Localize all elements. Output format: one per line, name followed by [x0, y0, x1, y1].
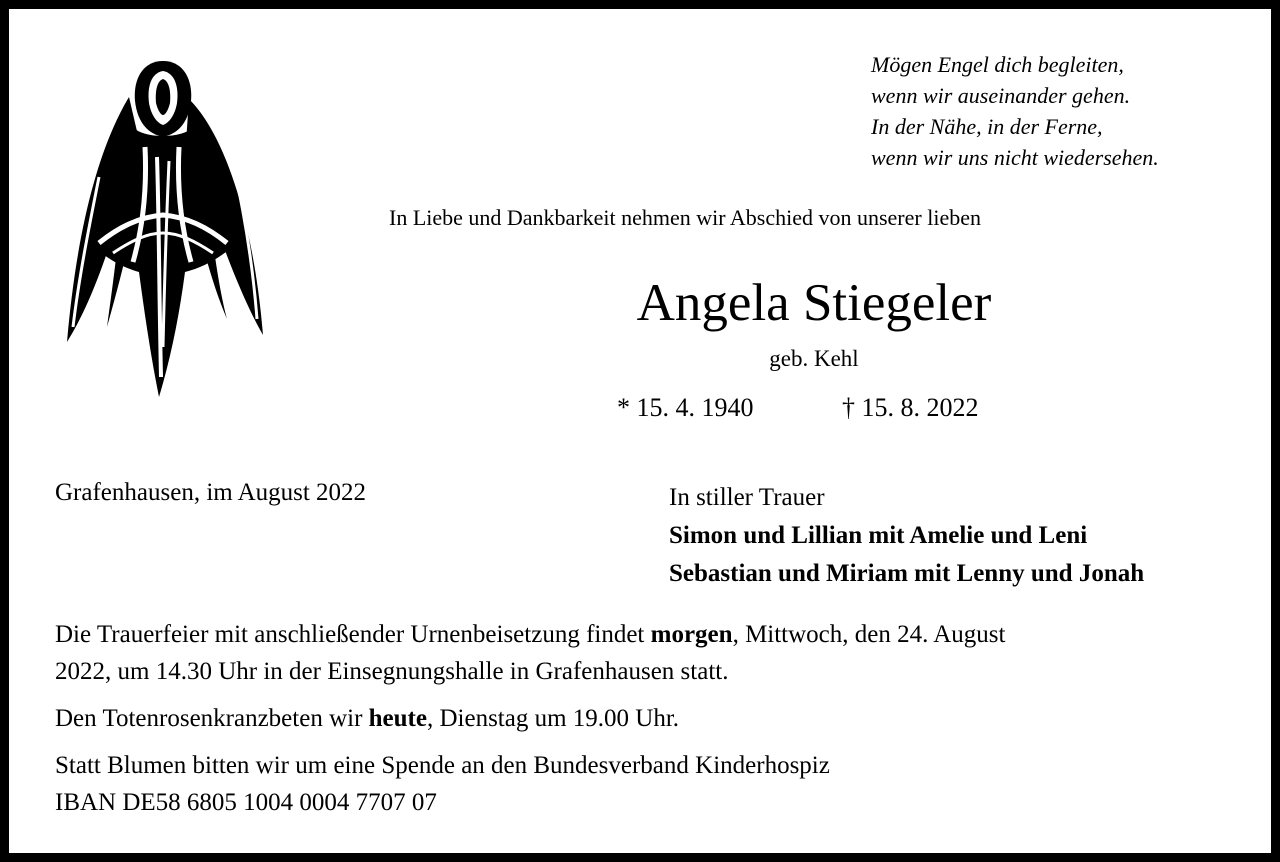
- rosary-text: Den Totenrosenkranzbeten wir: [55, 705, 369, 732]
- mourners: [669, 479, 1144, 593]
- deceased-name: Angela Stiegeler: [636, 274, 992, 332]
- poem-line: Mögen Engel dich begleiten,: [871, 52, 1124, 77]
- place-date: Grafenhausen, im August 2022: [55, 479, 367, 506]
- poem-line: In der Nähe, in der Ferne,: [871, 114, 1103, 139]
- rosary-info: [55, 700, 1255, 737]
- mourners-heading: In stiller Trauer: [669, 484, 825, 511]
- intro-text: In Liebe und Dankbarkeit nehmen wir Abschied von unserer lieben: [389, 205, 981, 230]
- donation-info: Statt Blumen bitten wir um eine Spende an den Bundesverband Kinderhospiz: [55, 752, 830, 779]
- rosary-text: , Dienstag um 19.00 Uhr.: [426, 705, 680, 732]
- announcement-body: [55, 616, 1255, 821]
- funeral-info: [55, 616, 1255, 653]
- rosary-day-emphasis: heute: [368, 705, 427, 732]
- death-date: † 15. 8. 2022: [842, 393, 979, 422]
- poem: [871, 49, 1261, 173]
- mourners-family: Simon und Lillian mit Amelie und Leni: [669, 522, 1088, 549]
- funeral-day-emphasis: morgen: [650, 621, 733, 648]
- funeral-info: 2022, um 14.30 Uhr in der Einsegnungshalle in Grafenhausen statt.: [55, 658, 729, 685]
- angel-illustration: [59, 57, 269, 402]
- birth-date: * 15. 4. 1940: [617, 393, 754, 422]
- poem-line: wenn wir uns nicht wiedersehen.: [871, 145, 1159, 170]
- funeral-text: Die Trauerfeier mit anschließender Urnenbeisetzung findet: [55, 621, 651, 648]
- poem-line: wenn wir auseinander gehen.: [871, 83, 1131, 108]
- funeral-text: , Mittwoch, den 24. August: [732, 621, 1006, 648]
- donation-iban: IBAN DE58 6805 1004 0004 7707 07: [55, 789, 437, 816]
- maiden-name: geb. Kehl: [769, 346, 859, 371]
- mourners-family: Sebastian und Miriam mit Lenny und Jonah: [669, 560, 1145, 587]
